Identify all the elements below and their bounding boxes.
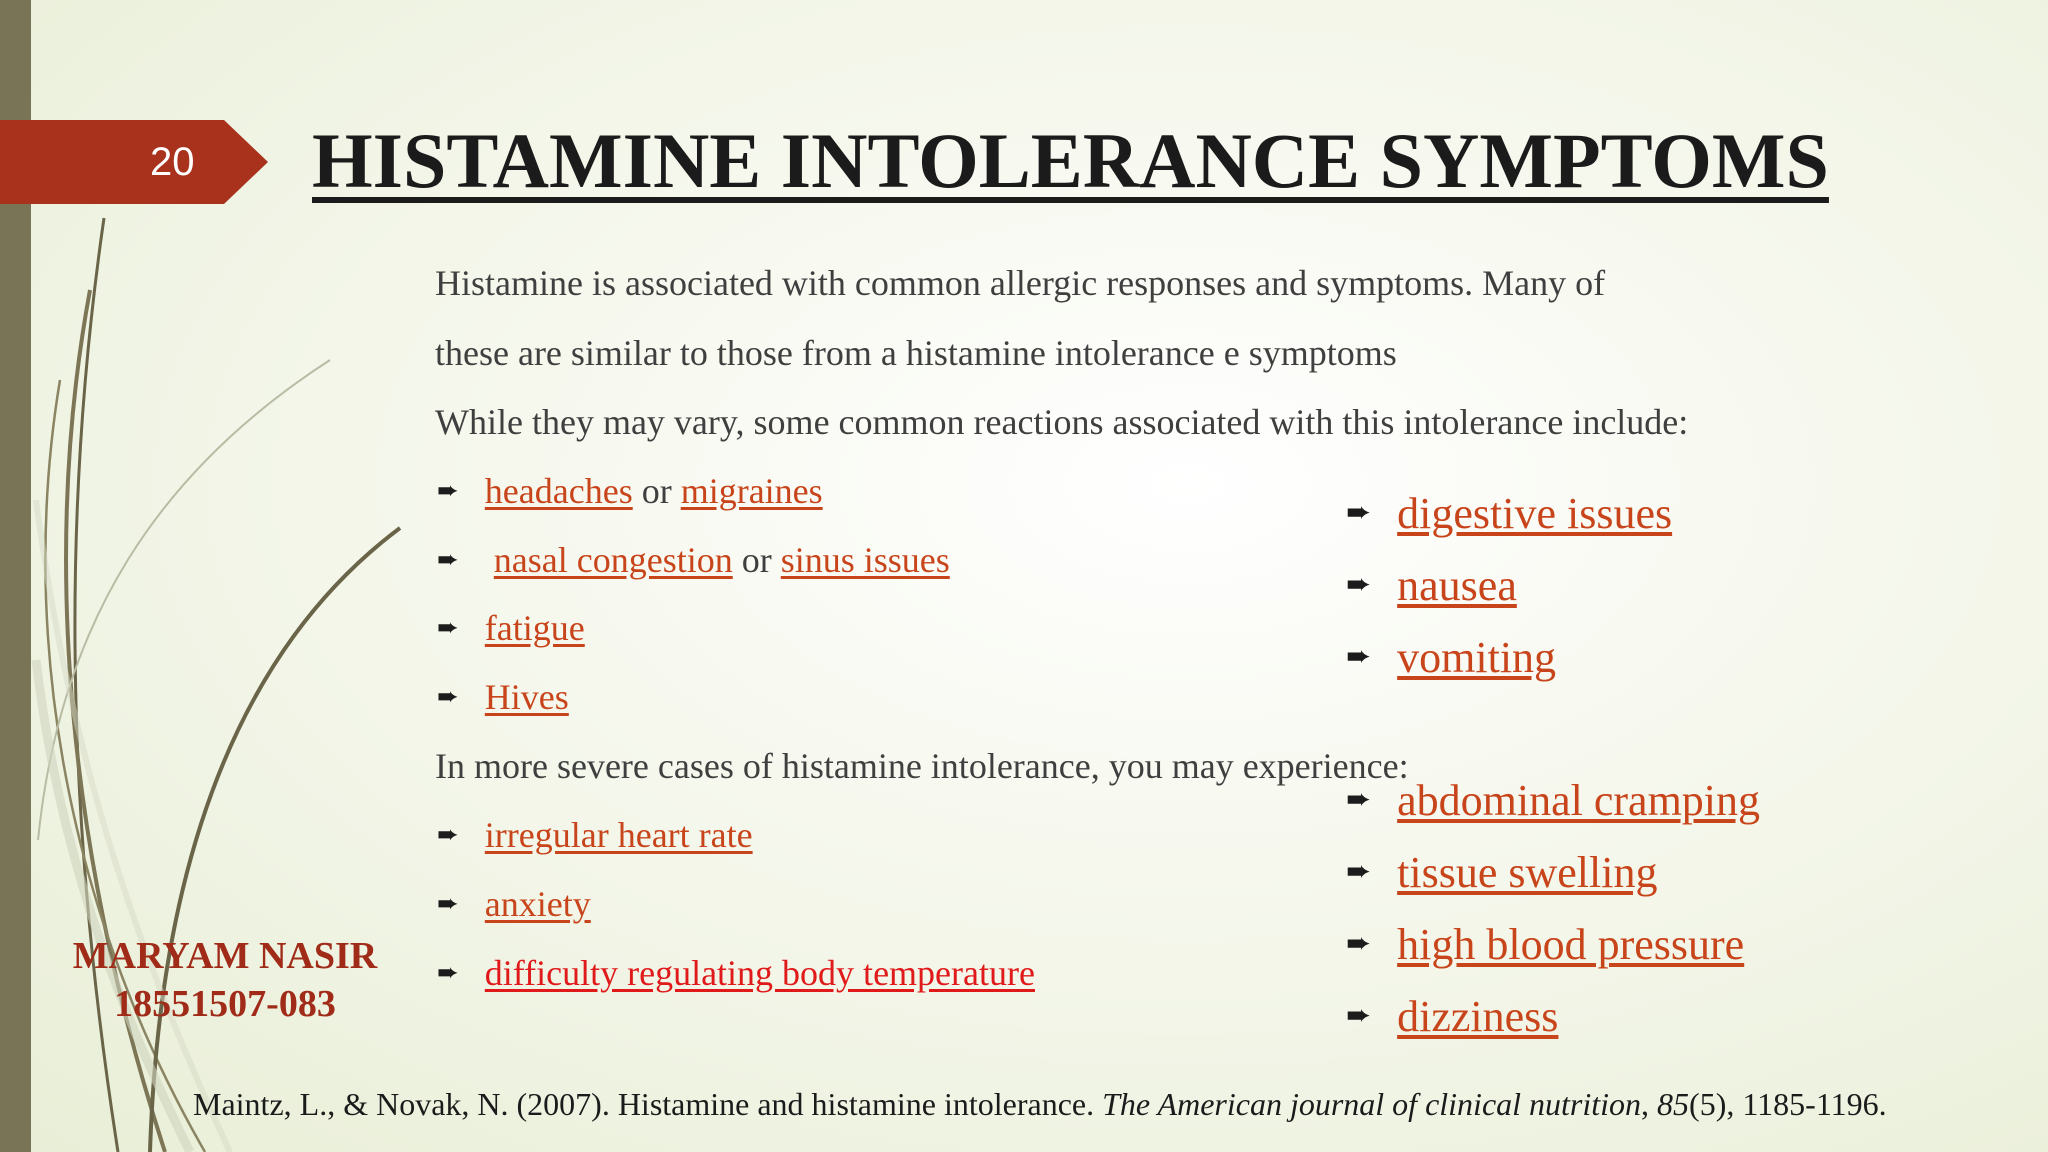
nasal-congestion-link[interactable]: nasal congestion bbox=[493, 540, 733, 580]
citation: Maintz, L., & Novak, N. (2007). Histamine and histamine intolerance. The American journal of clinical nutrition, 85(5), 1185-1196. bbox=[193, 1086, 1887, 1122]
list-item bbox=[437, 676, 569, 718]
vomiting-link[interactable]: vomiting bbox=[1397, 633, 1557, 682]
slide-number: 20 bbox=[150, 140, 195, 184]
arrow-bullet-icon: ➨ bbox=[437, 545, 459, 574]
author-id: 18551507-083 bbox=[114, 983, 336, 1025]
arrow-bullet-icon: ➨ bbox=[1346, 568, 1372, 601]
fatigue-link[interactable]: fatigue bbox=[484, 608, 585, 648]
list-item bbox=[1346, 991, 1558, 1042]
list-item bbox=[437, 883, 591, 925]
arrow-bullet-icon: ➨ bbox=[437, 958, 459, 987]
list-item bbox=[1346, 775, 1760, 826]
digestive-issues-link[interactable]: digestive issues bbox=[1397, 489, 1673, 538]
arrow-bullet-icon: ➨ bbox=[1346, 927, 1372, 960]
list-item: ➨ nasal congestion or sinus issues bbox=[437, 540, 950, 580]
arrow-bullet-icon: ➨ bbox=[437, 682, 459, 711]
arrow-bullet-icon: ➨ bbox=[1346, 999, 1372, 1032]
slide-number-tab bbox=[0, 120, 268, 204]
list-item bbox=[1346, 632, 1556, 683]
list-item bbox=[437, 952, 1035, 994]
dizziness-link[interactable]: dizziness bbox=[1397, 992, 1559, 1041]
slide-title: HISTAMINE INTOLERANCE SYMPTOMS bbox=[312, 117, 1829, 204]
citation-volume: 85 bbox=[1657, 1086, 1690, 1122]
anxiety-link[interactable]: anxiety bbox=[484, 884, 591, 924]
arrow-bullet-icon: ➨ bbox=[437, 820, 459, 849]
hives-link[interactable]: Hives bbox=[484, 677, 569, 717]
arrow-bullet-icon: ➨ bbox=[1346, 496, 1372, 529]
sinus-issues-link[interactable]: sinus issues bbox=[780, 540, 950, 580]
headaches-link[interactable]: headaches bbox=[484, 471, 633, 511]
body-temperature-link[interactable]: difficulty regulating body temperature bbox=[484, 953, 1035, 993]
author-name: MARYAM NASIR bbox=[72, 935, 378, 977]
list-item bbox=[437, 607, 585, 649]
list-item bbox=[1346, 847, 1657, 898]
arrow-bullet-icon: ➨ bbox=[1346, 855, 1372, 888]
migraines-link[interactable]: migraines bbox=[680, 471, 823, 511]
list-item bbox=[1346, 488, 1672, 539]
arrow-bullet-icon: ➨ bbox=[437, 476, 459, 505]
list-item bbox=[1346, 919, 1744, 970]
intro-line-2: these are similar to those from a histamine intolerance e symptoms bbox=[435, 333, 1397, 373]
arrow-bullet-icon: ➨ bbox=[1346, 640, 1372, 673]
arrow-bullet-icon: ➨ bbox=[1346, 783, 1372, 816]
tissue-swelling-link[interactable]: tissue swelling bbox=[1397, 848, 1658, 897]
irregular-heart-rate-link[interactable]: irregular heart rate bbox=[484, 815, 753, 855]
citation-journal: The American journal of clinical nutrition bbox=[1102, 1086, 1642, 1122]
arrow-bullet-icon: ➨ bbox=[437, 613, 459, 642]
intro-line-1: Histamine is associated with common allergic responses and symptoms. Many of bbox=[435, 263, 1606, 303]
list-item bbox=[1346, 560, 1517, 611]
list-item bbox=[437, 814, 753, 856]
nausea-link[interactable]: nausea bbox=[1397, 561, 1517, 610]
high-blood-pressure-link[interactable]: high blood pressure bbox=[1397, 920, 1745, 969]
intro-line-3: While they may vary, some common reactions associated with this intolerance include: bbox=[435, 402, 1689, 442]
list-item: ➨ headaches or migraines bbox=[437, 471, 823, 511]
severe-intro-line: In more severe cases of histamine intolerance, you may experience: bbox=[435, 746, 1409, 786]
abdominal-cramping-link[interactable]: abdominal cramping bbox=[1397, 776, 1761, 825]
arrow-bullet-icon: ➨ bbox=[437, 889, 459, 918]
author-block bbox=[40, 932, 410, 1028]
